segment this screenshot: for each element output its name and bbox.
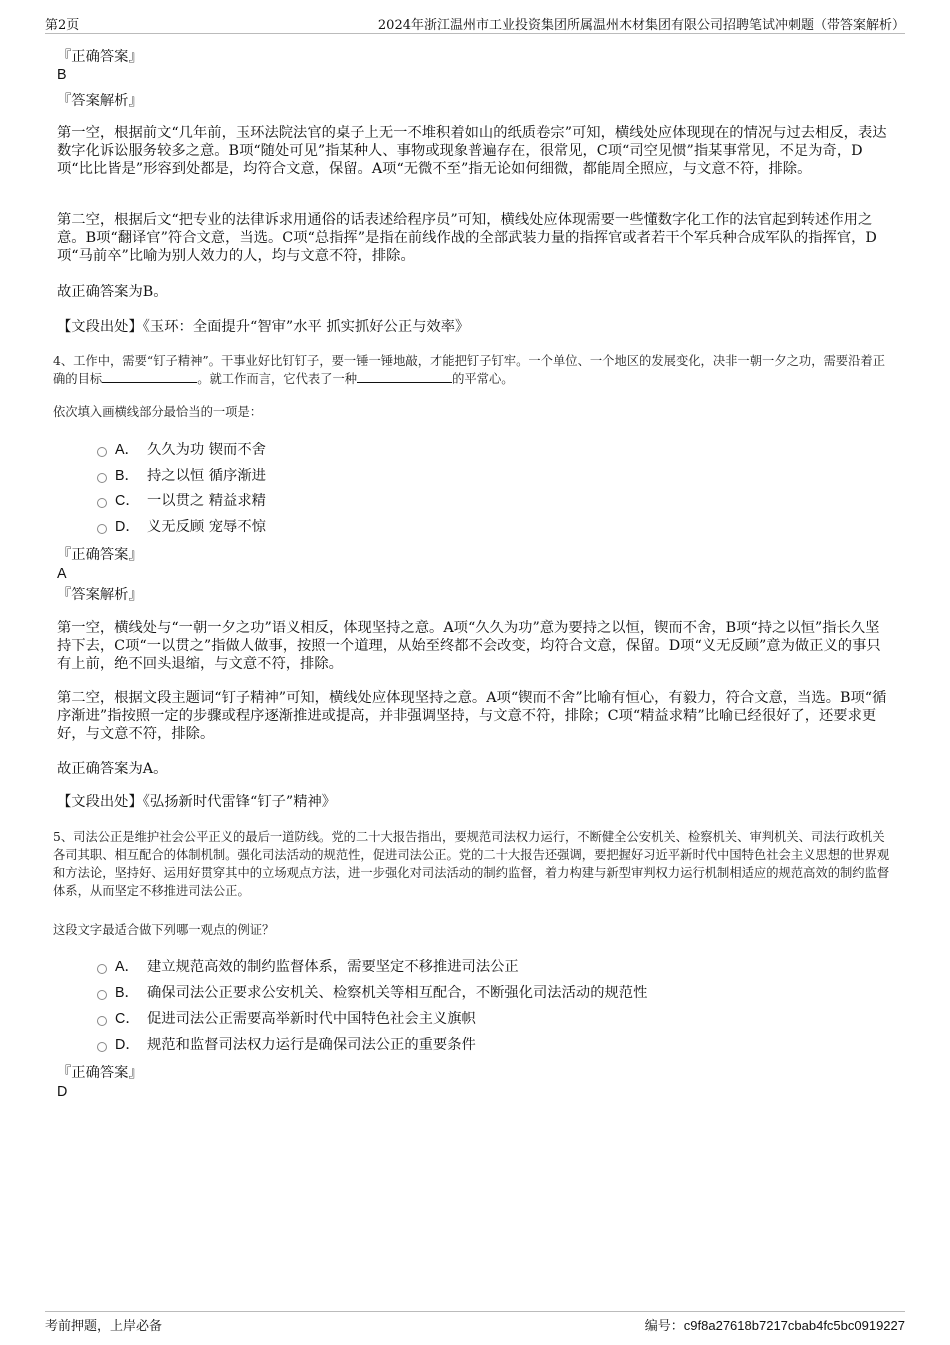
radio-icon[interactable] <box>97 964 107 974</box>
radio-icon[interactable] <box>97 447 107 457</box>
option-text: 确保司法公正要求公安机关、检察机关等相互配合，不断强化司法活动的规范性 <box>147 985 648 1001</box>
radio-icon[interactable] <box>97 1016 107 1026</box>
option-letter: D． <box>115 519 140 535</box>
page-footer <box>45 1311 905 1335</box>
option-text: 持之以恒 循序渐进 <box>147 468 266 484</box>
radio-icon[interactable] <box>97 990 107 1000</box>
q3-answer: B <box>57 67 67 83</box>
option-text: 一以贯之 精益求精 <box>147 493 266 509</box>
document-code <box>645 1315 905 1334</box>
q5-option-d[interactable] <box>97 1036 476 1054</box>
q4-analysis-para-2: 第二空，根据文段主题词“钉子精神”可知，横线处应体现坚持之意。A项“锲而不舍”比喻有恒心，有毅力，符合文意，当选。B项“循序渐进”指按照一定的步骤或程序逐渐推进或提高，并非强调坚持，与文意不符，排除；C项“精益求精”比喻已经很好了，还要求更好，与文意不符，排除。 <box>57 690 887 742</box>
q4-stem-part-3: 的平常心。 <box>452 372 514 386</box>
q3-analysis-para-1: 第一空，根据前文“几年前，玉环法院法官的桌子上无一不堆积着如山的纸质卷宗”可知，横线处应体现现在的情况与过去相反，表达数字化诉讼服务较多之意。B项“随处可见”指某种人、事物或现象普遍存在，很常见，C项“司空见惯”指某事常见，不足为奇，D项“比比皆是”形容到处都是，均符合文意，保留。A项“无微不至”指无论如何细微，都能周全照应，与文意不符，排除。 <box>57 125 887 177</box>
radio-icon[interactable] <box>97 1042 107 1052</box>
q4-stem-part-2: 。就工作而言，它代表了一种 <box>197 372 358 386</box>
q4-analysis-label: 『答案解析』 <box>57 587 143 603</box>
option-letter: D． <box>115 1037 140 1053</box>
code-label: 编号： <box>644 1319 684 1334</box>
option-letter: C． <box>115 1011 140 1027</box>
q5-prompt: 这段文字最适合做下列哪一观点的例证？ <box>53 923 275 937</box>
q4-option-a[interactable] <box>97 441 266 459</box>
option-letter: B． <box>115 468 139 484</box>
q3-analysis-label: 『答案解析』 <box>57 93 143 109</box>
option-text: 促进司法公正需要高举新时代中国特色社会主义旗帜 <box>147 1011 476 1027</box>
q5-answer: D <box>57 1084 68 1100</box>
q3-source: 【文段出处】《玉环：全面提升“智审”水平 抓实抓好公正与效率》 <box>57 319 470 335</box>
q4-answer-label: 『正确答案』 <box>57 547 143 563</box>
option-letter: B． <box>115 985 139 1001</box>
option-text: 久久为功 锲而不舍 <box>147 442 266 458</box>
option-text: 建立规范高效的制约监督体系，需要坚定不移推进司法公正 <box>147 959 519 975</box>
q4-option-c[interactable] <box>97 492 266 510</box>
q5-option-c[interactable] <box>97 1010 476 1028</box>
q4-blank-2 <box>357 371 452 383</box>
radio-icon[interactable] <box>97 473 107 483</box>
option-letter: C． <box>115 493 140 509</box>
q4-answer: A <box>57 566 67 582</box>
q4-prompt: 依次填入画横线部分最恰当的一项是： <box>53 405 263 419</box>
q3-answer-label: 『正确答案』 <box>57 49 143 65</box>
page-number: 第2页 <box>45 18 80 33</box>
q5-option-b[interactable] <box>97 984 647 1002</box>
q4-conclusion: 故正确答案为A。 <box>57 761 168 777</box>
page-header <box>45 14 905 34</box>
footer-slogan: 考前押题，上岸必备 <box>45 1319 163 1334</box>
option-letter: A． <box>115 442 139 458</box>
code-value: c9f8a27618b7217cbab4fc5bc0919227 <box>683 1318 905 1333</box>
q4-blank-1 <box>102 371 197 383</box>
q5-answer-label: 『正确答案』 <box>57 1065 143 1081</box>
q4-stem <box>53 352 895 388</box>
radio-icon[interactable] <box>97 524 107 534</box>
radio-icon[interactable] <box>97 498 107 508</box>
q5-stem: 5、司法公正是维护社会公平正义的最后一道防线。党的二十大报告指出，要规范司法权力运行，不断健全公安机关、检察机关、审判机关、司法行政机关各司其职、相互配合的体制机制。强化司法活动的规范性，促进司法公正。党的二十大报告还强调，要把握好习近平新时代中国特色社会主义思想的世界观和方法论，坚持好、运用好贯穿其中的立场观点方法，进一步强化对司法活动的制约监督，着力构建与新型审判权力运行机制相适应的规范高效的制约监督体系，从而坚定不移推进司法公正。 <box>53 830 890 898</box>
q4-analysis-para-1: 第一空，横线处与“一朝一夕之功”语义相反，体现坚持之意。A项“久久为功”意为要持之以恒，锲而不舍，B项“持之以恒”指长久坚持下去，C项“一以贯之”指做人做事，按照一个道理，从始至终都不会改变，均符合文意，保留。D项“义无反顾”意为做正义的事只有上前，绝不回头退缩，与文意不符，排除。 <box>57 620 881 672</box>
option-text: 规范和监督司法权力运行是确保司法公正的重要条件 <box>147 1037 476 1053</box>
q4-stem-part-1: 4、工作中，需要“钉子精神”。干事业好比钉钉子，要一锤一锤地敲，才能把钉子钉牢。一个单位、一个地区的发展变化，决非一朝一夕之功，需要沿着正确的目标 <box>53 354 885 386</box>
q5-option-a[interactable] <box>97 958 519 976</box>
option-letter: A． <box>115 959 139 975</box>
q3-analysis-para-2: 第二空，根据后文“把专业的法律诉求用通俗的话表述给程序员”可知，横线处应体现需要一些懂数字化工作的法官起到转述作用之意。B项“翻译官”符合文意，当选。C项“总指挥”是指在前线作战的全部武装力量的指挥官或者若干个军兵种合成军队的指挥官，D项“马前卒”比喻为别人效力的人，均与文意不符，排除。 <box>57 212 877 264</box>
q4-source: 【文段出处】《弘扬新时代雷锋“钉子”精神》 <box>57 794 337 810</box>
option-text: 义无反顾 宠辱不惊 <box>147 519 266 535</box>
q4-option-d[interactable] <box>97 518 266 536</box>
q3-conclusion: 故正确答案为B。 <box>57 284 168 300</box>
q4-option-b[interactable] <box>97 467 266 485</box>
document-title: 2024年浙江温州市工业投资集团所属温州木材集团有限公司招聘笔试冲刺题（带答案解析） <box>377 18 905 33</box>
